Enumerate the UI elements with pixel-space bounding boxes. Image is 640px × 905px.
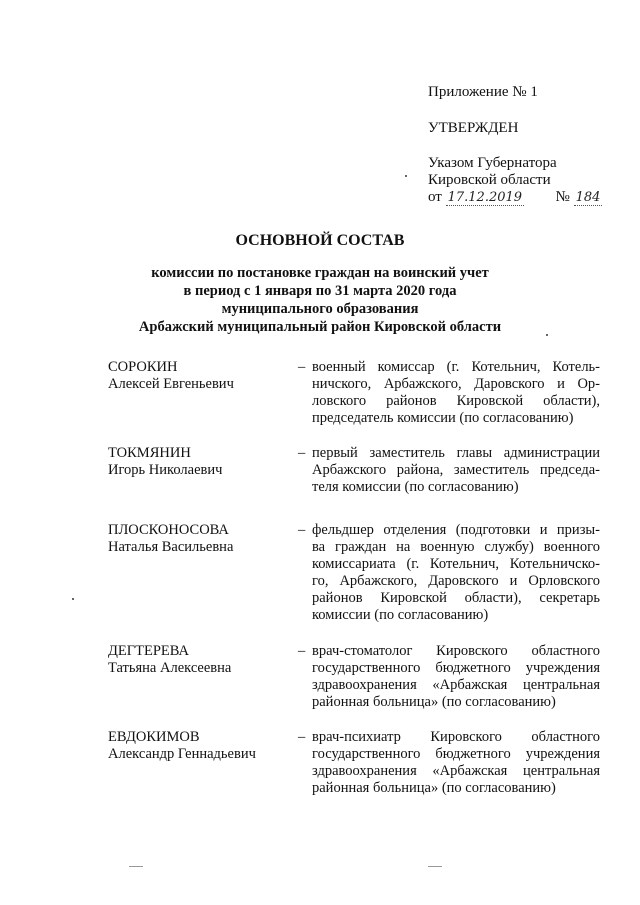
member-name (108, 643, 283, 677)
role-line: здравоохранения «Арбажская центральная (312, 763, 600, 779)
appendix-label: Приложение № 1 (428, 84, 538, 100)
decree-number: 184 (575, 190, 601, 205)
member-given-names: Алексей Евгеньевич (108, 376, 234, 392)
member-surname: ДЕГТЕРЕВА (108, 643, 189, 659)
member-dash: – (298, 643, 306, 659)
role-line: первый заместитель главы администрации (312, 445, 600, 461)
scan-speck (405, 175, 407, 177)
subtitle-line-3: муниципального образования (221, 301, 419, 317)
document-title: ОСНОВНОЙ СОСТАВ (235, 232, 405, 249)
member-surname: ЕВДОКИМОВ (108, 729, 200, 745)
decree-line-2: Кировской области (428, 172, 551, 188)
member-surname: ТОКМЯНИН (108, 445, 191, 461)
member-role (312, 522, 600, 624)
member-dash: – (298, 729, 306, 745)
member-name (108, 445, 283, 479)
member-name (108, 522, 283, 556)
member-dash: – (298, 522, 306, 538)
member-given-names: Александр Геннадьевич (108, 746, 256, 762)
decree-line-1: Указом Губернатора (428, 155, 557, 171)
role-line: государственного бюджетного учреждения (312, 660, 600, 676)
subtitle-line-1: комиссии по постановке граждан на воинский учет (151, 265, 489, 281)
decree-date: 17.12.2019 (447, 190, 523, 205)
role-line: ва граждан на военную службу) военного (312, 539, 600, 555)
role-line: председатель комиссии (по согласованию) (312, 410, 574, 426)
scan-speck (428, 866, 442, 867)
scan-speck (129, 866, 143, 867)
number-label: № (555, 189, 570, 205)
role-line: теля комиссии (по согласованию) (312, 479, 519, 495)
decree-date-line (428, 189, 628, 206)
approval-block (428, 84, 628, 206)
member-role (312, 359, 600, 427)
member-name (108, 359, 283, 393)
role-line: Арбажского района, заместитель председа- (312, 462, 600, 478)
member-dash: – (298, 359, 306, 375)
role-line: районная больница» (по согласованию) (312, 780, 556, 796)
role-line: врач-стоматолог Кировского областного (312, 643, 600, 659)
member-role (312, 729, 600, 797)
scan-speck (546, 334, 548, 336)
role-line: военный комиссар (г. Котельнич, Котель- (312, 359, 600, 375)
role-line: районная больница» (по согласованию) (312, 694, 556, 710)
role-line: государственного бюджетного учреждения (312, 746, 600, 762)
document-subtitle (0, 264, 640, 336)
role-line: ловского районов Кировской области), (312, 393, 600, 409)
member-given-names: Татьяна Алексеевна (108, 660, 232, 676)
member-name (108, 729, 283, 763)
member-surname: ПЛОСКОНОСОВА (108, 522, 229, 538)
member-role (312, 445, 600, 496)
scan-speck (72, 598, 74, 600)
subtitle-line-2: в период с 1 января по 31 марта 2020 года (183, 283, 457, 299)
role-line: районов Кировской области), секретарь (312, 590, 600, 606)
member-surname: СОРОКИН (108, 359, 178, 375)
member-given-names: Игорь Николаевич (108, 462, 223, 478)
role-line: го, Арбажского, Даровского и Орловского (312, 573, 600, 589)
from-label: от (428, 189, 442, 205)
role-line: комиссии (по согласованию) (312, 607, 489, 623)
member-given-names: Наталья Васильевна (108, 539, 234, 555)
member-role (312, 643, 600, 711)
approved-label: УТВЕРЖДЕН (428, 120, 519, 136)
member-dash: – (298, 445, 306, 461)
role-line: комиссариата (г. Котельнич, Котельничско- (312, 556, 600, 572)
role-line: врач-психиатр Кировского областного (312, 729, 600, 745)
role-line: фельдшер отделения (подготовки и призы- (312, 522, 600, 538)
role-line: ничского, Арбажского, Даровского и Ор- (312, 376, 600, 392)
subtitle-line-4: Арбажский муниципальный район Кировской области (138, 319, 502, 335)
role-line: здравоохранения «Арбажская центральная (312, 677, 600, 693)
